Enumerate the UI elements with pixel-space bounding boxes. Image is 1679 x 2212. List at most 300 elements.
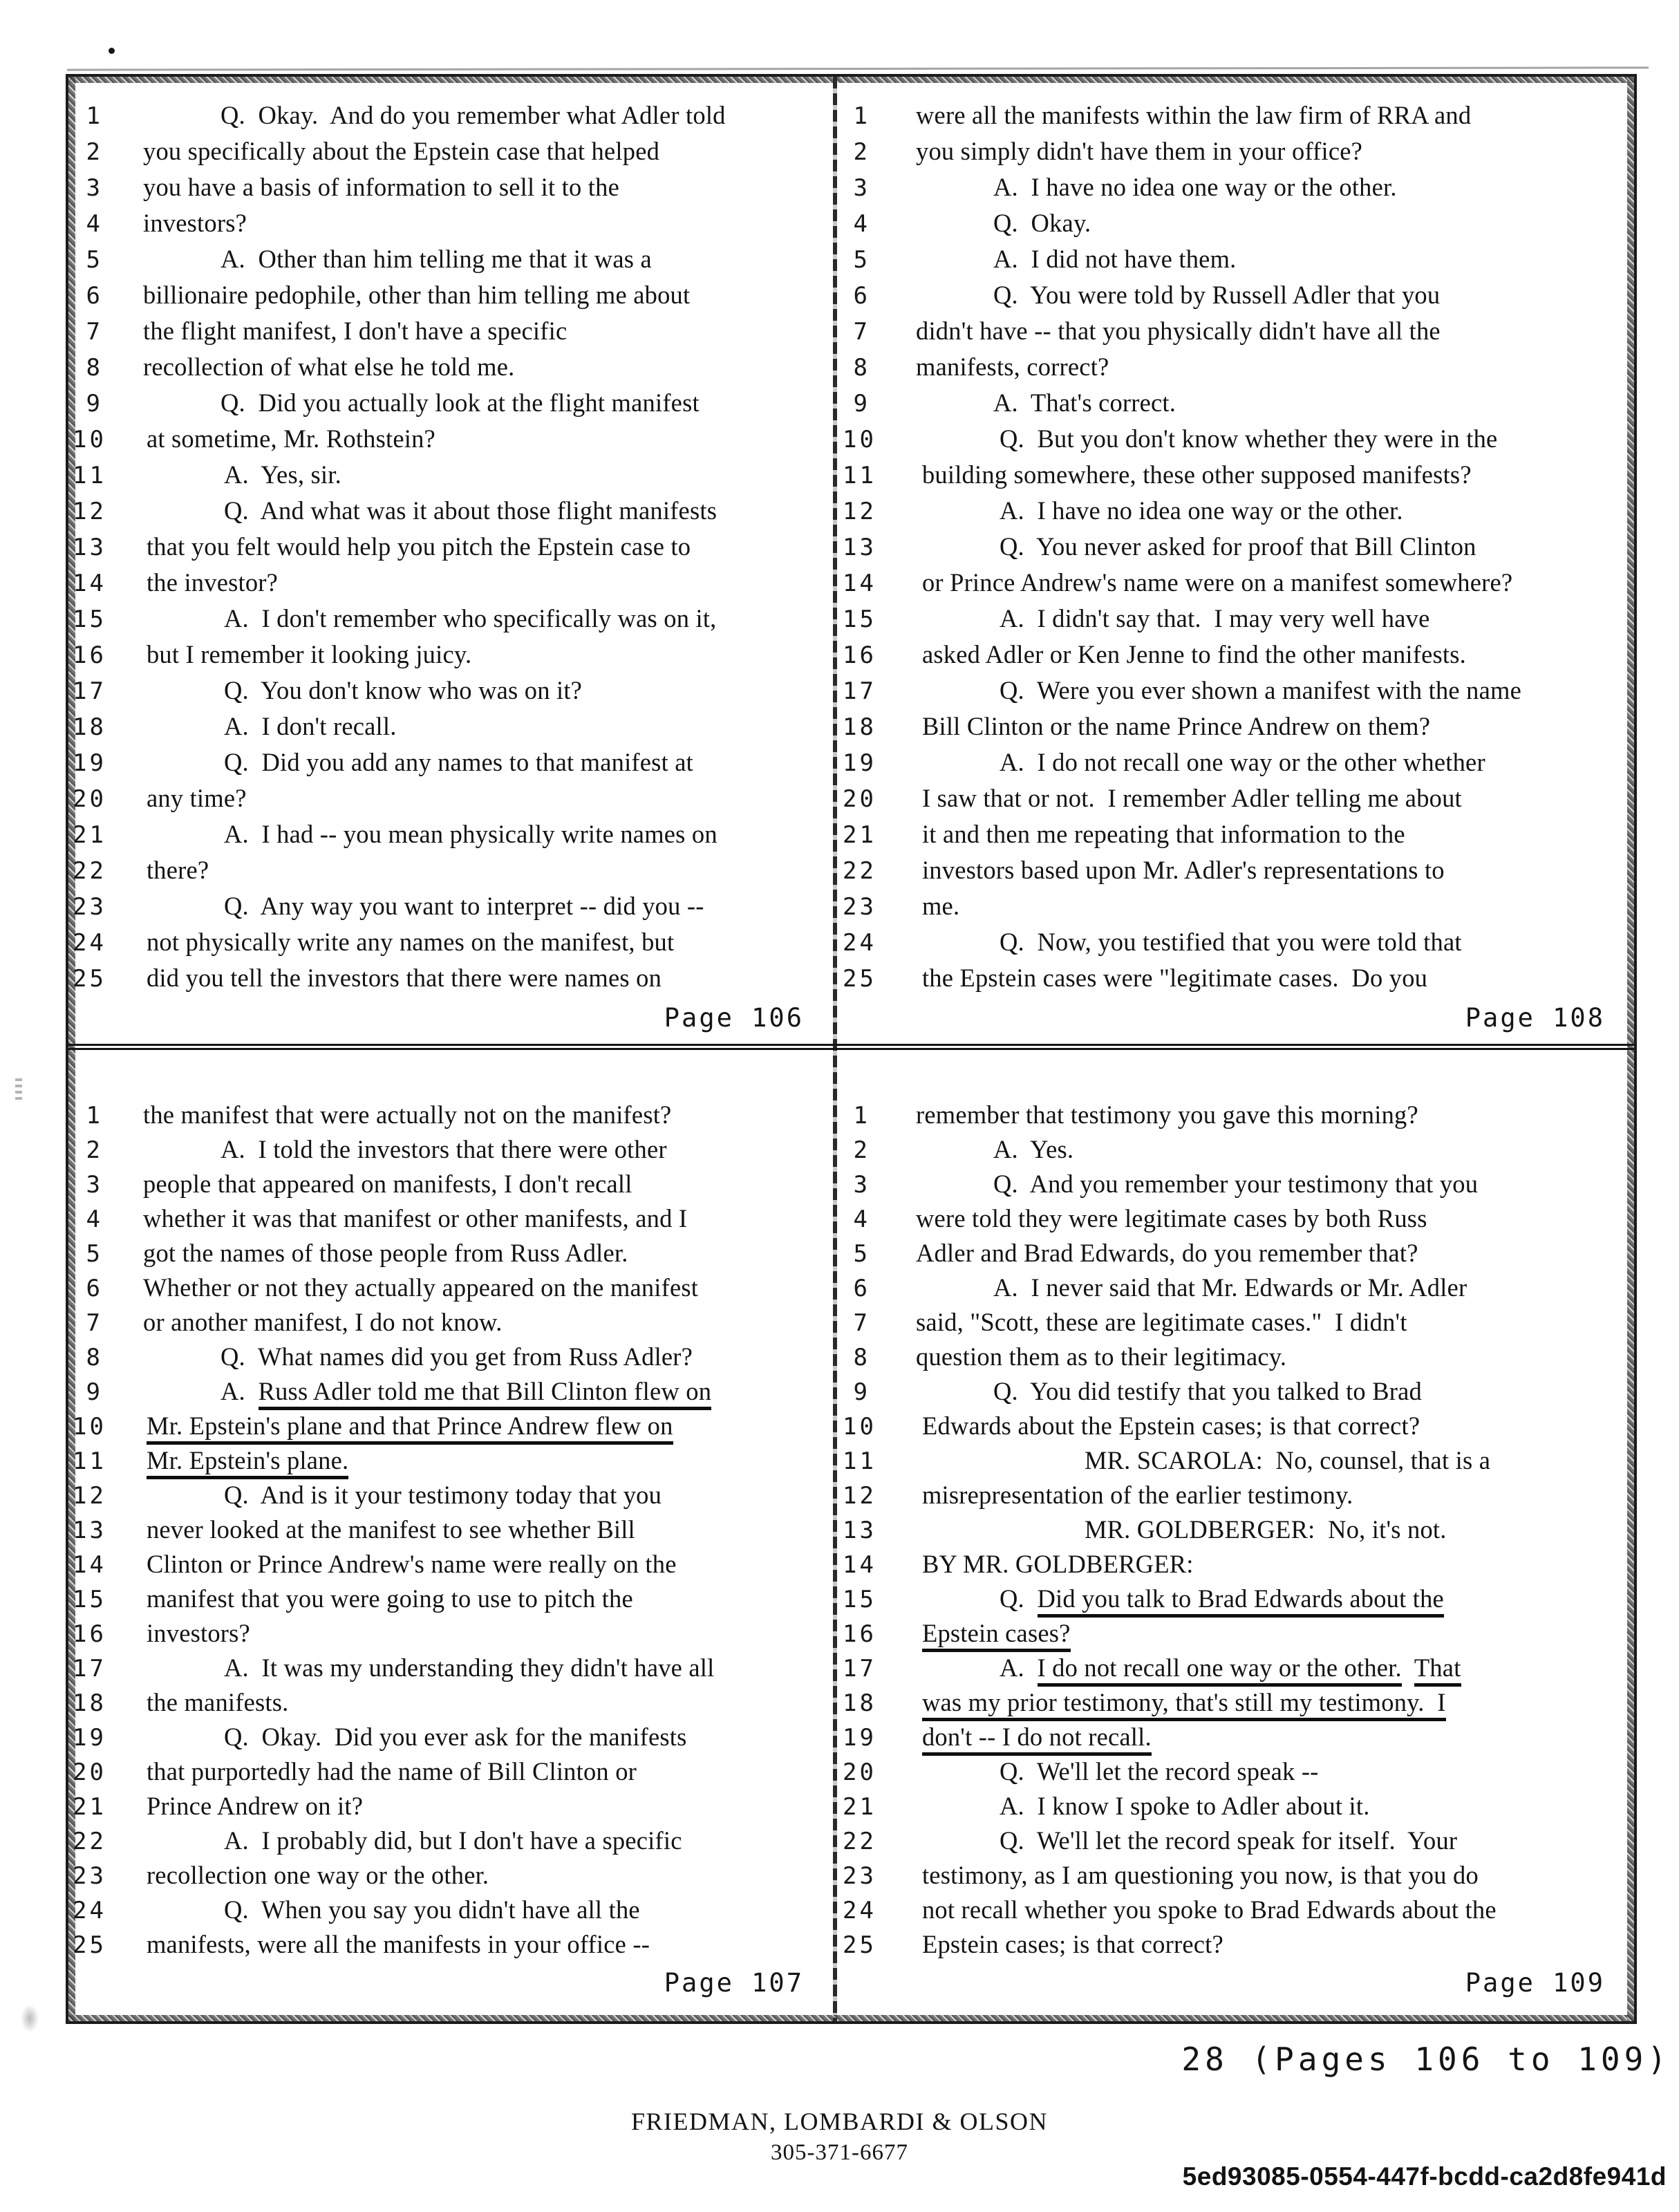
line-text <box>916 1100 1418 1130</box>
plain-text: never looked at the manifest to see whether Bill <box>146 1515 635 1544</box>
plain-text: A. I do not recall one way or the other whether <box>999 748 1485 776</box>
plain-text: were told they were legitimate cases by both Russ <box>916 1204 1427 1232</box>
transcript-line <box>73 711 833 747</box>
plain-text: Q. And you remember your testimony that you <box>993 1170 1479 1198</box>
line-number: 2 <box>853 138 870 166</box>
line-text <box>922 819 1405 849</box>
line-text <box>147 1549 677 1579</box>
line-text <box>922 1929 1223 1959</box>
line-number: 5 <box>853 246 870 274</box>
line-text <box>916 1342 1286 1371</box>
underlined-text: don't -- I do not recall. <box>922 1723 1152 1756</box>
line-number: 10 <box>843 426 876 453</box>
line-text <box>916 1307 1407 1337</box>
plain-text: you simply didn't have them in your office? <box>916 137 1363 165</box>
line-text <box>147 532 691 561</box>
transcript-line <box>73 208 833 244</box>
line-number: 2 <box>86 1136 103 1164</box>
line-text <box>922 639 1466 669</box>
line-number: 15 <box>843 606 876 633</box>
plain-text: you specifically about the Epstein case that helped <box>143 137 660 165</box>
page-number-label: Page 109 <box>1465 1968 1605 1998</box>
line-text <box>143 1203 687 1233</box>
line-text <box>147 1756 637 1786</box>
line-number: 12 <box>73 498 106 525</box>
transcript-line <box>843 1515 1634 1549</box>
line-text <box>147 1895 640 1924</box>
footer-page-range: 28 (Pages 106 to 109) <box>1181 2041 1671 2078</box>
line-number: 9 <box>86 1378 103 1406</box>
footer-phone-number: 305-371-6677 <box>771 2140 908 2165</box>
line-number: 2 <box>86 138 103 166</box>
transcript-line <box>843 1722 1634 1756</box>
line-number: 16 <box>73 1620 106 1648</box>
line-text <box>916 1134 1073 1164</box>
plain-text: A. That's correct. <box>993 388 1176 417</box>
line-number: 14 <box>73 570 106 597</box>
plain-text: recollection of what else he told me. <box>143 353 515 381</box>
line-number: 4 <box>853 1206 870 1233</box>
line-number: 24 <box>843 1897 876 1924</box>
line-number: 21 <box>73 821 106 849</box>
line-text <box>147 639 471 669</box>
line-text <box>147 1826 682 1855</box>
line-text <box>922 1584 1444 1613</box>
transcript-line <box>73 532 833 568</box>
transcript-quadrant-page-108 <box>837 77 1634 1044</box>
plain-text: A. <box>999 1653 1038 1682</box>
line-text <box>147 424 435 453</box>
transcript-line <box>73 1584 833 1618</box>
line-text <box>922 1895 1497 1924</box>
plain-text: Q. You were told by Russell Adler that you <box>993 281 1441 309</box>
line-number: 17 <box>843 677 876 705</box>
transcript-line <box>73 1203 833 1238</box>
transcript-line <box>843 1480 1634 1515</box>
line-text <box>143 1376 711 1406</box>
transcript-line <box>73 1342 833 1376</box>
row-divider <box>68 1044 1634 1050</box>
line-text <box>916 172 1397 202</box>
plain-text: Whether or not they actually appeared on the manifest <box>143 1273 699 1302</box>
line-number: 10 <box>73 426 106 453</box>
line-text <box>147 1929 650 1959</box>
transcript-line <box>843 819 1634 855</box>
line-text <box>147 1515 635 1544</box>
line-text <box>922 1791 1370 1821</box>
transcript-line <box>73 1411 833 1445</box>
line-text <box>922 783 1462 813</box>
transcript-lines <box>843 1100 1634 1964</box>
plain-text: question them as to their legitimacy. <box>916 1342 1287 1371</box>
line-number: 6 <box>853 282 870 310</box>
line-text <box>922 1515 1447 1544</box>
transcript-line <box>843 1411 1634 1445</box>
line-number: 19 <box>843 749 876 777</box>
plain-text: me. <box>921 892 960 920</box>
transcript-line <box>843 1618 1634 1653</box>
plain-text: MR. GOLDBERGER: No, it's not. <box>1084 1515 1447 1544</box>
line-number: 24 <box>73 929 106 957</box>
line-number: 7 <box>86 1309 103 1337</box>
line-number: 13 <box>843 534 876 561</box>
plain-text: not physically write any names on the manifest, but <box>146 928 675 956</box>
transcript-line <box>73 1376 833 1411</box>
line-number: 19 <box>73 1724 106 1752</box>
line-number: 19 <box>73 749 106 777</box>
plain-text: that you felt would help you pitch the Epstein case to <box>146 532 691 561</box>
plain-text: were all the manifests within the law firm of RRA and <box>916 101 1472 129</box>
plain-text: the flight manifest, I don't have a specific <box>143 317 568 345</box>
transcript-line <box>73 1238 833 1273</box>
line-number: 23 <box>73 1862 106 1890</box>
plain-text: A. I did not have them. <box>993 245 1237 273</box>
transcript-line <box>73 603 833 639</box>
transcript-quadrant-page-109 <box>837 1050 1634 2021</box>
transcript-line <box>73 963 833 999</box>
line-text <box>922 1411 1420 1441</box>
page-number-label: Page 108 <box>1465 1003 1605 1033</box>
line-text <box>922 963 1427 993</box>
page-number-label: Page 107 <box>664 1968 804 1998</box>
line-number: 21 <box>843 1793 876 1821</box>
transcript-line <box>73 855 833 891</box>
line-number: 9 <box>853 1378 870 1406</box>
transcript-line <box>843 172 1634 208</box>
line-text <box>143 136 659 166</box>
line-text <box>143 280 690 310</box>
plain-text: A. I had -- you mean physically write names on <box>223 820 717 848</box>
transcript-line <box>843 1445 1634 1480</box>
transcript-line <box>73 1929 833 1964</box>
transcript-line <box>73 1273 833 1307</box>
transcript-line <box>73 1100 833 1134</box>
transcript-line <box>843 568 1634 603</box>
line-number: 7 <box>853 1309 870 1337</box>
plain-text: Q. <box>999 1584 1038 1613</box>
plain-text: Q. When you say you didn't have all the <box>223 1895 640 1924</box>
transcript-line <box>843 747 1634 783</box>
transcript-line <box>73 1653 833 1687</box>
transcript-sheet-border <box>66 74 1637 2024</box>
transcript-quadrant-page-107 <box>68 1050 833 2021</box>
line-number: 22 <box>73 857 106 885</box>
plain-text: whether it was that manifest or other manifests, and I <box>143 1204 688 1232</box>
transcript-line <box>843 855 1634 891</box>
plain-text: Epstein cases; is that correct? <box>921 1930 1223 1958</box>
line-number: 7 <box>853 318 870 346</box>
transcript-line <box>843 1238 1634 1273</box>
plain-text: Q. Did you add any names to that manifest at <box>223 748 693 776</box>
transcript-line <box>843 1342 1634 1376</box>
line-number: 12 <box>73 1482 106 1510</box>
transcript-line <box>73 891 833 927</box>
line-number: 11 <box>843 1447 876 1475</box>
plain-text: asked Adler or Ken Jenne to find the other manifests. <box>921 640 1466 668</box>
transcript-line <box>73 639 833 675</box>
line-number: 20 <box>843 1759 876 1786</box>
plain-text: investors based upon Mr. Adler's representations to <box>921 856 1445 884</box>
plain-text: Q. Were you ever shown a manifest with the name <box>999 676 1521 704</box>
line-number: 24 <box>843 929 876 957</box>
line-number: 14 <box>843 570 876 597</box>
line-number: 4 <box>86 210 103 238</box>
line-number: 22 <box>73 1828 106 1855</box>
line-number: 22 <box>843 1828 876 1855</box>
plain-text: or another manifest, I do not know. <box>143 1308 503 1336</box>
plain-text: A. It was my understanding they didn't have all <box>223 1653 715 1682</box>
line-text <box>922 747 1485 777</box>
line-number: 14 <box>843 1551 876 1579</box>
transcript-line <box>843 1273 1634 1307</box>
plain-text: Q. Okay. And do you remember what Adler told <box>221 101 726 129</box>
line-text <box>147 1860 489 1890</box>
transcript-line <box>73 316 833 352</box>
transcript-line <box>73 1791 833 1826</box>
line-number: 11 <box>843 462 876 489</box>
plain-text: investors? <box>143 209 247 237</box>
plain-text: Q. You never asked for proof that Bill Clinton <box>999 532 1476 561</box>
line-number: 15 <box>73 1586 106 1613</box>
plain-text: BY MR. GOLDBERGER: <box>921 1550 1194 1578</box>
transcript-quadrant-page-106 <box>68 77 833 1044</box>
line-number: 20 <box>73 785 106 813</box>
line-text <box>143 172 619 202</box>
underlined-text: Russ Adler told me that Bill Clinton flew on <box>259 1377 712 1410</box>
line-number: 4 <box>86 1206 103 1233</box>
line-text <box>147 1445 348 1475</box>
line-number: 4 <box>853 210 870 238</box>
line-number: 25 <box>73 1931 106 1959</box>
plain-text: Q. And what was it about those flight manifests <box>223 496 717 525</box>
underlined-text: That <box>1414 1653 1461 1687</box>
transcript-line <box>843 460 1634 496</box>
line-number: 14 <box>73 1551 106 1579</box>
transcript-line <box>73 1515 833 1549</box>
line-text <box>916 1238 1418 1268</box>
transcript-line <box>843 603 1634 639</box>
transcript-line <box>73 1756 833 1791</box>
plain-text: A. I have no idea one way or the other. <box>999 496 1403 525</box>
line-number: 21 <box>73 1793 106 1821</box>
line-number: 13 <box>73 534 106 561</box>
line-number: 1 <box>853 102 870 130</box>
line-number: 2 <box>853 1136 870 1164</box>
plain-text: but I remember it looking juicy. <box>146 640 472 668</box>
line-text <box>147 675 582 705</box>
line-text <box>922 1549 1194 1579</box>
line-text <box>147 819 717 849</box>
plain-text: A. I probably did, but I don't have a specific <box>223 1826 682 1855</box>
plain-text: A. I don't remember who specifically was on it, <box>223 604 717 632</box>
underlined-text: Mr. Epstein's plane. <box>147 1446 348 1479</box>
line-text <box>922 460 1472 489</box>
line-number: 8 <box>853 354 870 382</box>
line-text <box>147 460 341 489</box>
line-number: 5 <box>86 1240 103 1268</box>
plain-text: Q. You did testify that you talked to Brad <box>993 1377 1422 1405</box>
transcript-line <box>843 352 1634 388</box>
line-number: 1 <box>86 1102 103 1130</box>
line-text <box>922 1756 1319 1786</box>
line-number: 3 <box>853 1171 870 1199</box>
transcript-line <box>73 1687 833 1722</box>
plain-text: A. I don't recall. <box>223 712 397 740</box>
transcript-line <box>843 1584 1634 1618</box>
plain-text: the Epstein cases were "legitimate cases. Do you <box>921 964 1428 992</box>
line-number: 11 <box>73 462 106 489</box>
line-text <box>916 280 1440 310</box>
transcript-line <box>843 1929 1634 1964</box>
transcript-line <box>843 244 1634 280</box>
line-text <box>147 891 704 921</box>
line-text <box>147 783 247 813</box>
transcript-line <box>73 1480 833 1515</box>
line-text <box>922 711 1430 741</box>
plain-text: A. Yes, sir. <box>223 460 341 489</box>
transcript-line <box>843 532 1634 568</box>
transcript-line <box>843 1687 1634 1722</box>
line-text <box>922 568 1512 597</box>
transcript-line <box>73 1722 833 1756</box>
page-number-label: Page 106 <box>664 1003 804 1033</box>
plain-text: remember that testimony you gave this morning? <box>916 1100 1418 1129</box>
line-text <box>916 352 1109 382</box>
line-number: 12 <box>843 1482 876 1510</box>
scan-dot-artifact <box>109 48 115 54</box>
line-text <box>143 1273 698 1302</box>
line-text <box>922 1618 1071 1648</box>
plain-text: A. I never said that Mr. Edwards or Mr. Adler <box>993 1273 1467 1302</box>
line-number: 21 <box>843 821 876 849</box>
line-number: 3 <box>86 174 103 202</box>
line-text <box>147 1584 633 1613</box>
line-text <box>922 1445 1490 1475</box>
plain-text: or Prince Andrew's name were on a manifest somewhere? <box>921 568 1513 597</box>
transcript-line <box>73 783 833 819</box>
transcript-line <box>73 244 833 280</box>
plain-text: the investor? <box>146 568 279 597</box>
line-number: 5 <box>86 246 103 274</box>
transcript-line <box>843 1756 1634 1791</box>
plain-text: manifests, correct? <box>916 353 1109 381</box>
line-text <box>143 244 652 274</box>
plain-text: said, "Scott, these are legitimate cases." I didn't <box>916 1308 1407 1336</box>
line-text <box>147 496 717 525</box>
line-text <box>916 316 1441 346</box>
plain-text: A. I have no idea one way or the other. <box>993 173 1397 201</box>
line-text <box>916 1376 1422 1406</box>
transcript-line <box>73 1895 833 1929</box>
line-number: 9 <box>86 390 103 418</box>
transcript-line <box>843 1826 1634 1860</box>
transcript-line <box>843 424 1634 460</box>
scan-tick-artifact <box>15 1078 22 1102</box>
transcript-line <box>73 352 833 388</box>
plain-text: it and then me repeating that information to the <box>921 820 1405 848</box>
transcript-line <box>843 1376 1634 1411</box>
line-text <box>922 532 1476 561</box>
line-text <box>922 675 1521 705</box>
plain-text: testimony, as I am questioning you now, is that you do <box>921 1861 1479 1889</box>
line-number: 24 <box>73 1897 106 1924</box>
plain-text: Adler and Brad Edwards, do you remember that? <box>916 1239 1418 1267</box>
transcript-line <box>843 1100 1634 1134</box>
transcript-line <box>843 208 1634 244</box>
transcript-line <box>843 1791 1634 1826</box>
transcript-line <box>843 316 1634 352</box>
transcript-line <box>73 1445 833 1480</box>
plain-text: Q. What names did you get from Russ Adler? <box>221 1342 693 1371</box>
plain-text: that purportedly had the name of Bill Clinton or <box>146 1757 637 1785</box>
plain-text: A. Yes. <box>993 1135 1074 1163</box>
transcript-line <box>843 1307 1634 1342</box>
plain-text: billionaire pedophile, other than him telling me about <box>143 281 691 309</box>
line-text <box>147 1687 289 1717</box>
line-number: 17 <box>73 1655 106 1683</box>
line-number: 3 <box>86 1171 103 1199</box>
line-number: 11 <box>73 1447 106 1475</box>
transcript-line <box>73 424 833 460</box>
plain-text: Prince Andrew on it? <box>146 1792 364 1820</box>
line-text <box>143 1169 632 1199</box>
line-text <box>147 855 209 885</box>
transcript-line <box>843 496 1634 532</box>
line-text <box>147 1480 662 1510</box>
line-text <box>922 1722 1152 1752</box>
line-number: 25 <box>73 965 106 993</box>
transcript-line <box>843 100 1634 136</box>
scan-smudge-artifact <box>21 2005 39 2032</box>
plain-text: Q. You don't know who was on it? <box>223 676 583 704</box>
line-number: 6 <box>853 1275 870 1302</box>
line-text <box>922 927 1462 957</box>
line-number: 10 <box>843 1413 876 1441</box>
plain-text: A. <box>221 1377 259 1405</box>
transcript-line <box>843 639 1634 675</box>
line-number: 25 <box>843 965 876 993</box>
line-number: 16 <box>73 641 106 669</box>
line-text <box>916 388 1176 418</box>
line-text <box>916 208 1091 238</box>
transcript-line <box>73 1826 833 1860</box>
line-number: 9 <box>853 390 870 418</box>
transcript-line <box>73 1307 833 1342</box>
transcript-line <box>843 711 1634 747</box>
plain-text: Q. But you don't know whether they were in the <box>999 424 1498 453</box>
transcript-line <box>73 496 833 532</box>
line-number: 6 <box>86 1275 103 1302</box>
line-text <box>916 1203 1427 1233</box>
plain-text: A. Other than him telling me that it was a <box>221 245 652 273</box>
line-number: 3 <box>853 174 870 202</box>
transcript-line <box>843 1203 1634 1238</box>
line-number: 23 <box>73 893 106 921</box>
line-text <box>143 388 700 418</box>
line-text <box>147 1411 673 1441</box>
transcript-line <box>843 388 1634 424</box>
line-number: 20 <box>73 1759 106 1786</box>
plain-text: you have a basis of information to sell it to the <box>143 173 619 201</box>
line-text <box>143 1100 671 1130</box>
plain-text: not recall whether you spoke to Brad Edwards about the <box>921 1895 1497 1924</box>
transcript-line <box>843 1549 1634 1584</box>
plain-text <box>1402 1653 1414 1682</box>
transcript-line <box>843 891 1634 927</box>
line-text <box>143 1238 628 1268</box>
transcript-line <box>73 819 833 855</box>
transcript-line <box>843 963 1634 999</box>
